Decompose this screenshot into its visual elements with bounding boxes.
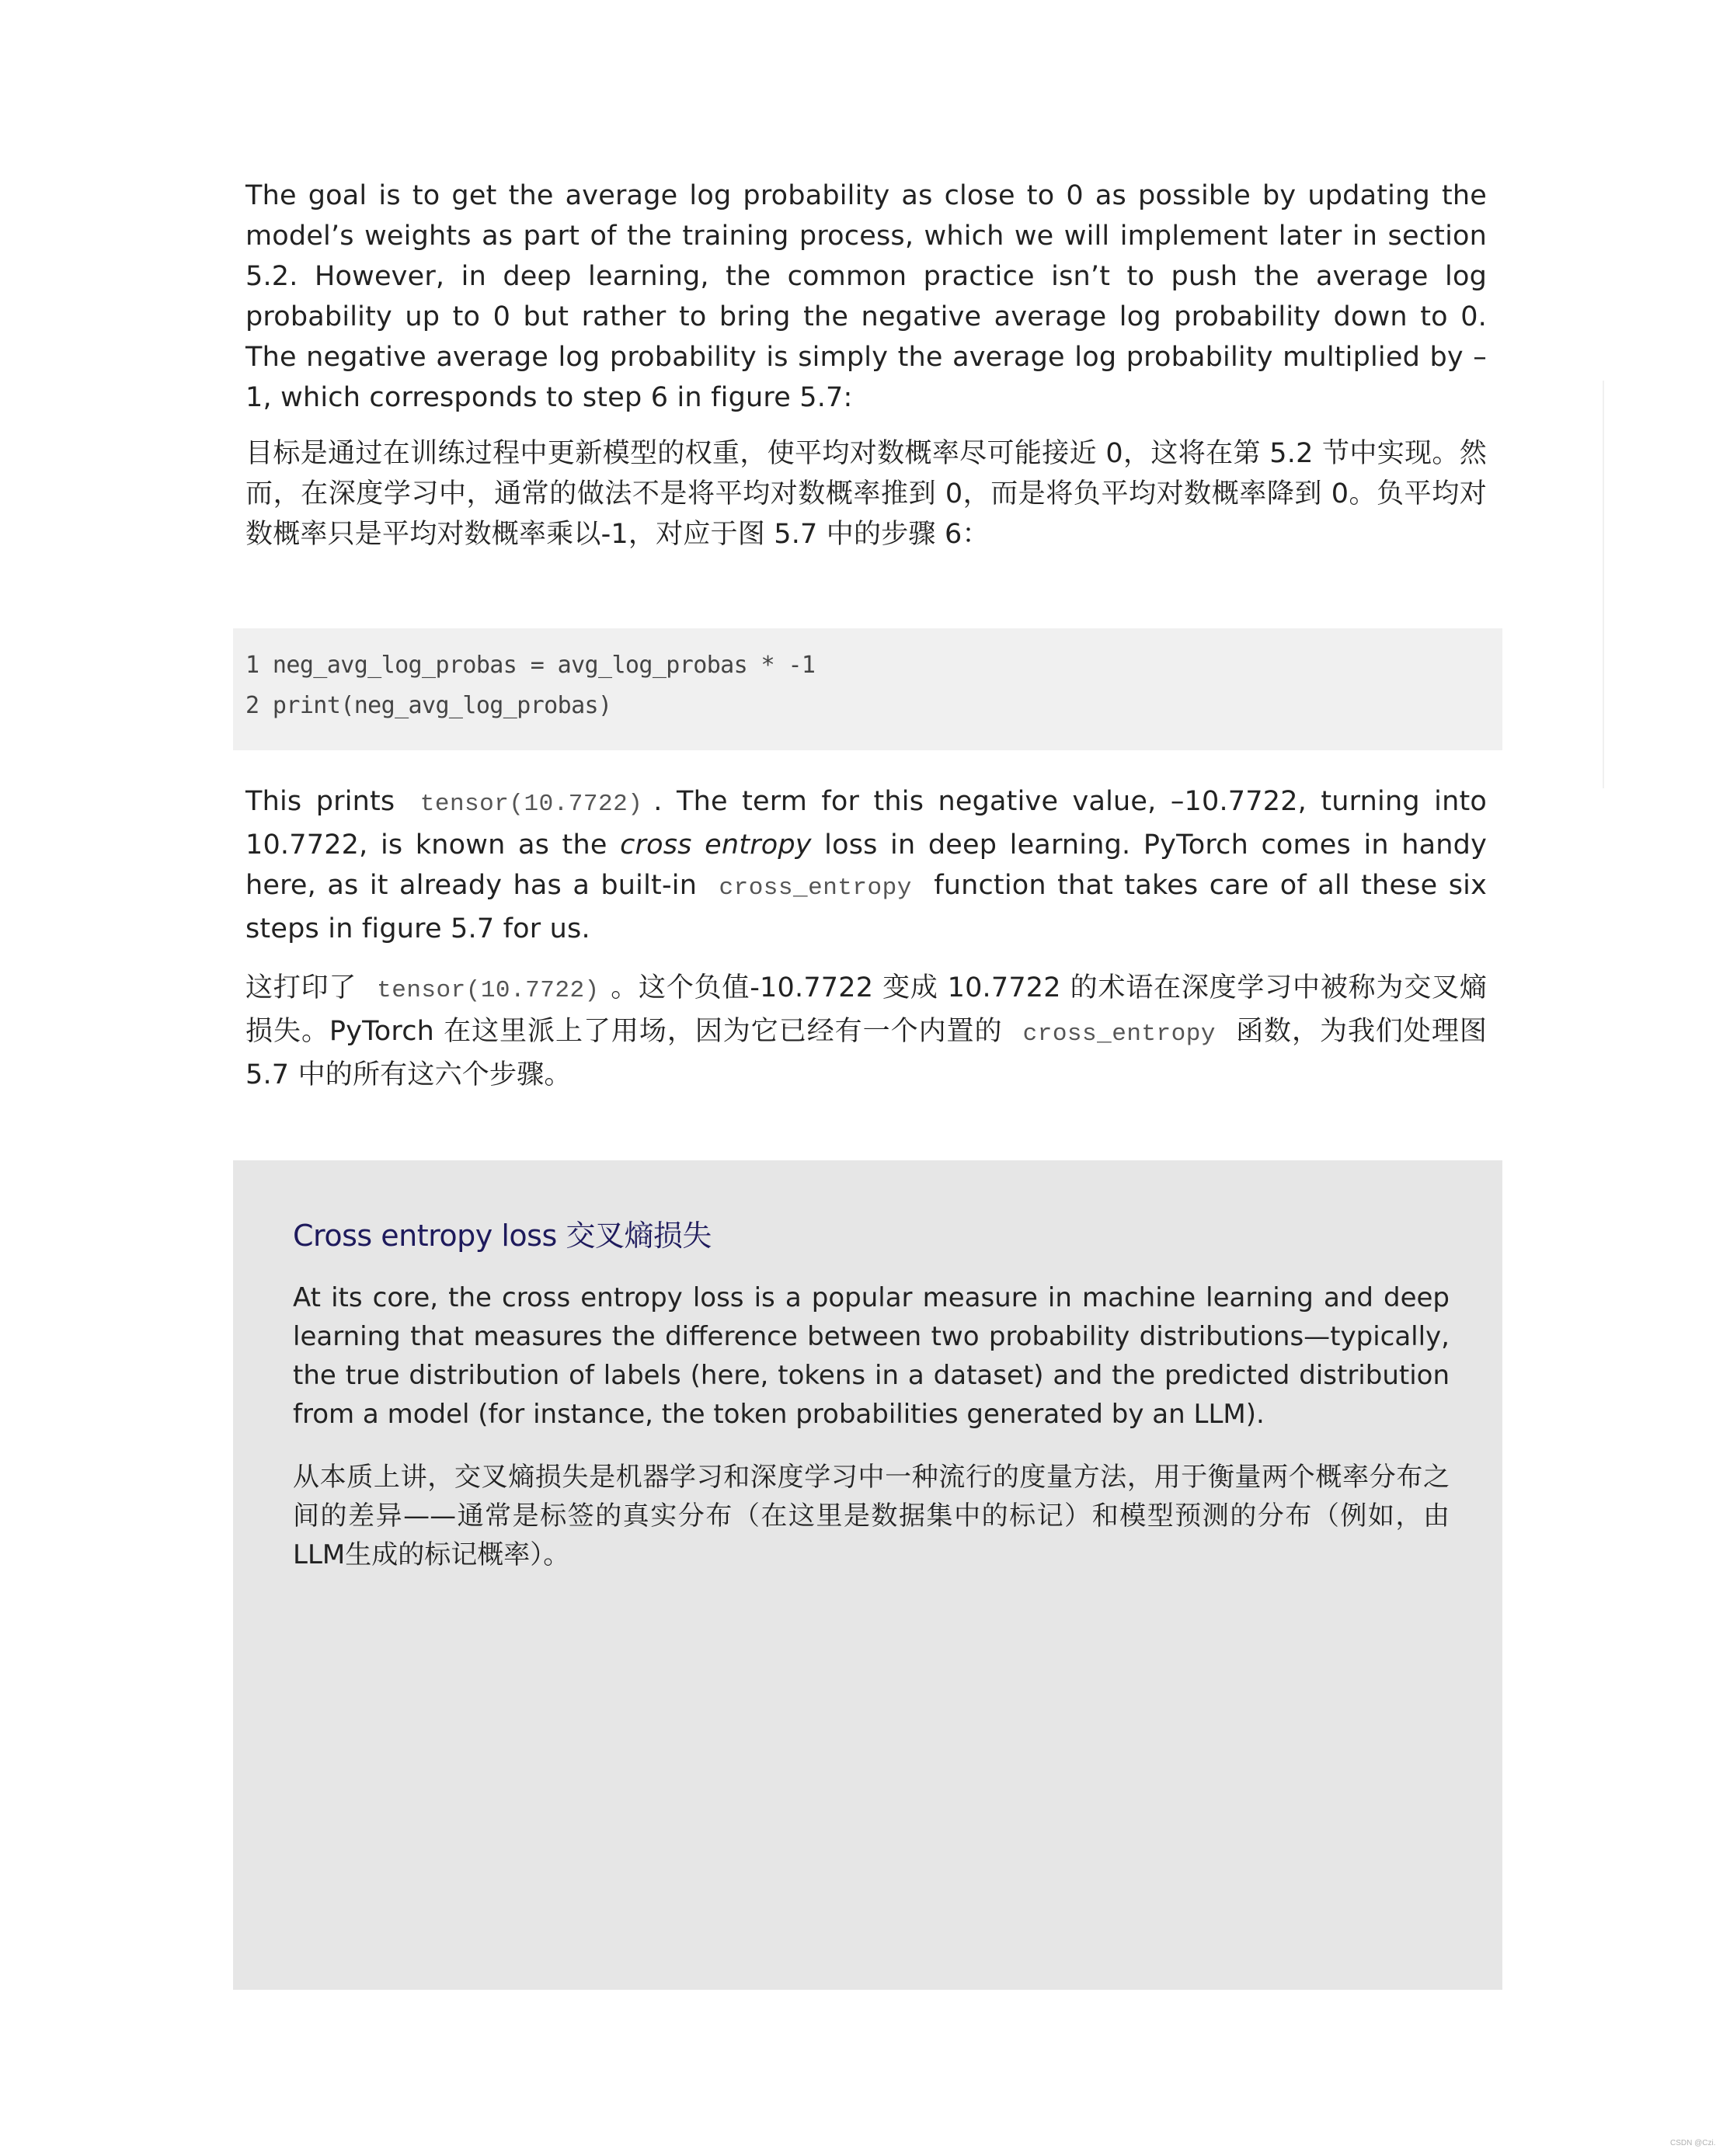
text-segment: 。这个负值-10.7722 变成 10.7722 的术语在深度学习中被称为交叉熵损失。PyTorch 在这里派上了用场，因为它已经有一个内置的 (245, 972, 1487, 1047)
paragraph-goal-en: The goal is to get the average log probability as close to 0 as possible by updating the model’s weights as part of the training process, which we will implement later in section 5.2. However, in deep learning, the common practice isn’t to push the average log probability up to 0 but rather to bring the negative average log probability down to 0. The negative average log probability is simply the average log probability multiplied by –1, which corresponds to step 6 in figure 5.7: (245, 180, 1487, 413)
paragraph-cross-entropy-zh (245, 968, 1487, 1095)
inline-code-tensor: tensor(10.7722) (419, 791, 643, 818)
sidebar-body-en: At its core, the cross entropy loss is a popular measure in machine learning and deep learning that measures the difference between two probability distributions—typically, the true distribution of labels (here, tokens in a dataset) and the predicted distribution from a model (for instance, the token probabilities generated by an LLM). (293, 1282, 1450, 1430)
text-segment: 这打印了 (245, 972, 357, 1003)
text-segment: This prints (245, 786, 395, 817)
text-segment: 函数，为我们处理图 5.7 中的所有这六个步骤。 (245, 1016, 1488, 1090)
inline-code-tensor: tensor(10.7722) (377, 977, 600, 1004)
text-segment: . The term for this negative value, –10.7722, turning into 10.7722, is known as the (245, 786, 1487, 861)
text-segment: function that takes care of all these six steps in figure 5.7 for us. (245, 870, 1487, 944)
sidebar-title: Cross entropy loss 交叉熵损失 (293, 1219, 712, 1253)
code-block[interactable] (233, 628, 1502, 750)
paragraph-cross-entropy-en (245, 781, 1487, 949)
sidebar-box-cross-entropy (233, 1160, 1502, 1990)
code-line-1: 1 neg_avg_log_probas = avg_log_probas * -1 (245, 652, 816, 679)
sidebar-body-zh: 从本质上讲，交叉熵损失是机器学习和深度学习中一种流行的度量方法，用于衡量两个概率分布之间的差异——通常是标签的真实分布（在这里是数据集中的标记）和模型预测的分布（例如，由LLM生成的标记概率）。 (293, 1462, 1450, 1570)
inline-code-cross-entropy: cross_entropy (1022, 1021, 1216, 1048)
paragraph-goal-zh: 目标是通过在训练过程中更新模型的权重，使平均对数概率尽可能接近 0，这将在第 5.2 节中实现。然而，在深度学习中，通常的做法不是将平均对数概率推到 0，而是将负平均对数概率降到 0。负平均对数概率只是平均对数概率乘以-1，对应于图 5.7 中的步骤 6： (245, 438, 1487, 550)
text-segment: loss in deep learning. PyTorch comes in handy here, as it already has a built-in (245, 829, 1488, 901)
vertical-divider (1603, 381, 1604, 788)
emphasis-cross-entropy: cross entropy (620, 829, 812, 861)
code-line-2: 2 print(neg_avg_log_probas) (245, 692, 612, 719)
inline-code-cross-entropy: cross_entropy (719, 875, 912, 902)
watermark: CSDN @Czi. (1670, 2139, 1716, 2147)
